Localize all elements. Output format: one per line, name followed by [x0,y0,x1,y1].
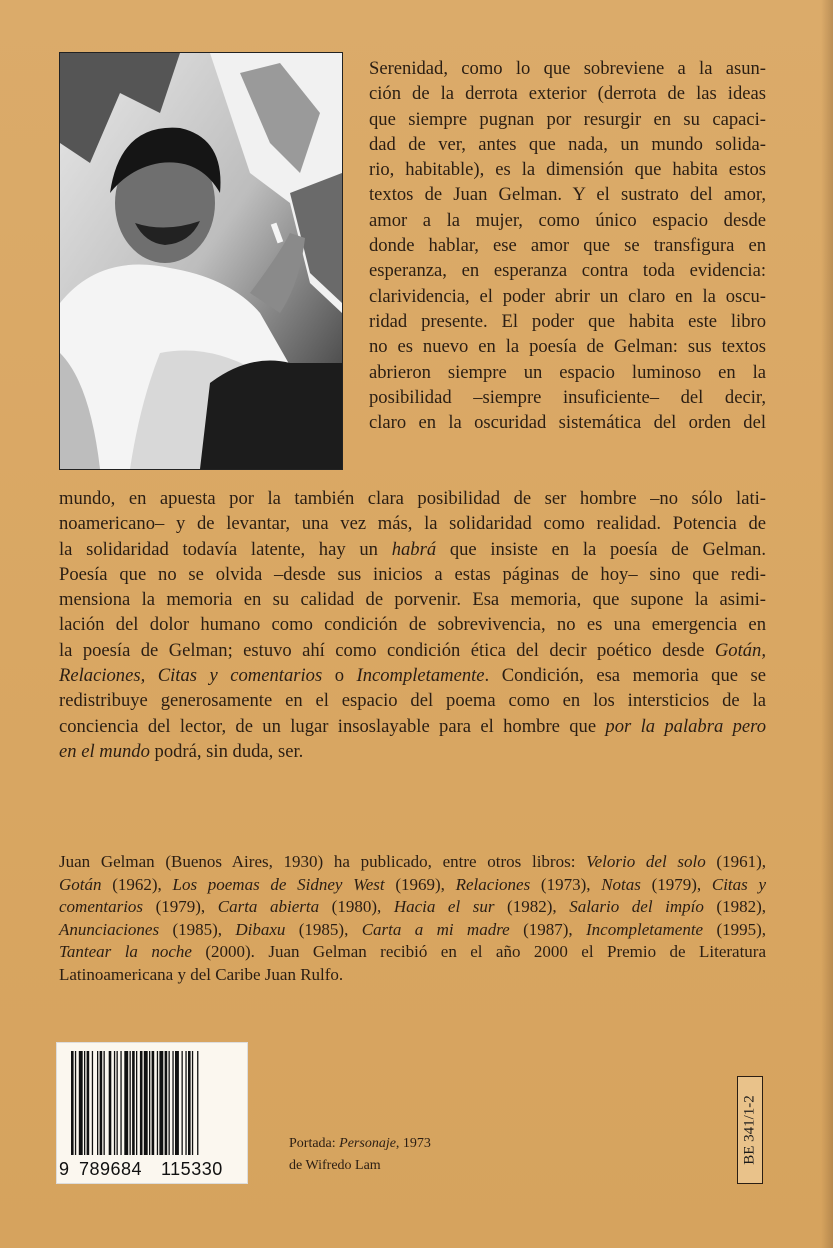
book-title: Hacia el sur [393,897,495,916]
text-run: podrá, sin duda, ser. [149,740,304,762]
text-line: rio, habitable), es la dimensión que habita estos [369,159,766,181]
text-run: la poesía de Gelman; estuvo ahí como condición ética del decir poético desde [59,639,715,661]
text-run: Juan Gelman (Buenos Aires, 1930) ha publicado, entre otros libros: [59,852,587,871]
text-line: que siempre pugnan por resurgir en su capaci- [369,108,766,130]
barcode-bar [132,1051,135,1155]
barcode-bar [140,1051,143,1155]
text-run: o [322,665,357,687]
text-run: (1982), [703,897,767,916]
text-run: (1979), [640,874,712,894]
text-run: (1980), [319,897,394,916]
italic-word: habrá [391,538,437,560]
text-line [59,663,766,688]
text-run: (1961), [705,852,767,871]
artwork-year: , 1973 [395,1136,431,1151]
text-line: dad de ver, antes que nada, un mundo solida- [369,133,766,155]
text-run: (2000). Juan Gelman recibió en el año 2000 el Premio de Literatura [191,942,766,961]
portrait-image [60,53,342,469]
book-title: Incompletamente [356,665,485,687]
book-title: comentarios [59,897,144,916]
description-paragraph-1 [369,56,766,435]
barcode-bar [149,1051,150,1155]
barcode-bar [117,1051,118,1155]
barcode-bar [84,1051,85,1155]
text-run: (1985), [159,919,236,939]
text-run: (1962), [101,874,173,894]
book-title: Incompletamente [586,919,704,939]
bio-line: Latinoamericana y del Caribe Juan Rulfo. [59,964,344,984]
barcode-bar [169,1051,170,1155]
text-line: ción de la derrota exterior (derrota de las ideas [369,83,766,105]
book-title: Relaciones, Citas y comentarios [59,665,323,687]
bio-line [59,851,766,874]
text-line: esperanza, en esperanza contra toda evidencia: [369,260,766,282]
barcode-bar [182,1051,183,1155]
barcode-bar [75,1051,76,1155]
text-line: mundo, en apuesta por la también clara posibilidad de ser hombre –no sólo lati- [59,488,766,509]
text-run: (1979), [143,897,218,916]
bio-line [59,919,766,942]
barcode-bar [109,1051,112,1155]
text-line: no es nuevo en la poesía de Gelman: sus textos [369,336,766,358]
text-line [59,537,766,562]
bio-line [59,874,766,897]
book-title: Los poemas de Sidney West [172,874,385,894]
book-title: Gotán, [714,639,766,661]
barcode-bar [100,1051,103,1155]
barcode-bar [185,1051,186,1155]
barcode-bar [124,1051,128,1155]
text-run: . Condición, esa memoria que se [484,665,766,687]
barcode-bar [197,1051,198,1155]
text-run: que insiste en la poesía de Gelman. [436,538,766,560]
text-run: la solidaridad todavía latente, hay un [59,538,392,560]
barcode-bar [114,1051,115,1155]
book-title: Velorio del solo [586,852,706,871]
author-portrait-photo [59,52,343,470]
barcode-bars [65,1051,239,1159]
barcode-bar [144,1051,148,1155]
barcode-bar [136,1051,137,1155]
bio-line [59,941,766,964]
text-run: (1973), [530,874,602,894]
book-title: Salario del impío [569,897,704,916]
text-run: (1985), [285,919,362,939]
barcode-bar [120,1051,121,1155]
barcode-bar [188,1051,191,1155]
text-run: conciencia del lector, de un lugar insoslayable para el hombre que [59,715,606,737]
barcode-bar [172,1051,173,1155]
cover-edge-shadow [821,0,833,1248]
text-line [59,714,766,739]
text-line: amor a la mujer, como único espacio desde [369,209,766,231]
italic-phrase: en el mundo [59,740,150,762]
text-line: abrieron siempre un espacio luminoso en la [369,361,766,383]
catalog-code: BE 341/1-2 [741,1095,758,1165]
author-bio [59,851,766,986]
barcode-bar [104,1051,105,1155]
barcode-bar [71,1051,74,1155]
barcode-bar [192,1051,193,1155]
book-title: Relaciones [455,874,531,894]
text-line [59,638,766,663]
barcode-bar [157,1051,158,1155]
barcode-group-1: 789684 [79,1159,143,1179]
text-run: (1982), [494,897,570,916]
text-line: redistribuye generosamente en el espacio del poema como en los intersticios de la [59,690,766,712]
text-line: textos de Juan Gelman. Y el sustrato del amor, [369,184,766,206]
book-title: Gotán [59,874,102,894]
catalog-code-box [737,1076,763,1184]
bio-line [59,896,766,919]
barcode-bar [165,1051,168,1155]
cover-credit-line-1 [289,1133,431,1155]
book-title: Carta abierta [217,897,320,916]
text-line: Poesía que no se olvida –desde sus inicios a estas páginas de hoy– sino que redi- [59,563,766,585]
barcode-bar [152,1051,155,1155]
barcode-group-2: 115330 [161,1159,223,1179]
barcode-bar [97,1051,98,1155]
italic-phrase: por la palabra pero [605,715,766,737]
barcode-first-digit: 9 [59,1159,70,1179]
barcode-bar [79,1051,83,1155]
text-line: lación del dolor humano como condición de sobrevivencia, no es una emergencia en [59,614,766,636]
barcode-bar [159,1051,163,1155]
artwork-title: Personaje [339,1136,396,1151]
text-run: (1995), [703,919,767,939]
text-line: Serenidad, como lo que sobreviene a la asun- [369,58,766,79]
text-line: ridad presente. El poder que habita este libro [369,310,766,332]
text-line: claro en la oscuridad sistemática del orden del [369,412,766,434]
description-paragraph-2 [59,486,766,764]
book-title: Citas y [711,874,767,894]
credit-label: Portada: [289,1136,340,1151]
book-title: Anunciaciones [59,919,160,939]
text-line: posibilidad –siempre insuficiente– del decir, [369,386,766,408]
text-line: clarividencia, el poder abrir un claro en la oscu- [369,285,766,307]
barcode-bar [87,1051,90,1155]
cover-credit [289,1133,431,1177]
artwork-artist: de Wifredo Lam [289,1158,381,1173]
barcode-bar [175,1051,179,1155]
text-line: noamericano– y de levantar, una vez más, la solidaridad como realidad. Potencia de [59,513,766,535]
text-line [59,739,766,764]
book-title: Carta a mi madre [361,919,510,939]
book-title: Dibaxu [235,919,286,939]
book-title: Notas [601,874,641,894]
text-line: donde hablar, ese amor que se transfigura en [369,235,766,257]
text-run: (1969), [384,874,456,894]
barcode-bar [92,1051,93,1155]
barcode-bar [130,1051,131,1155]
text-line: mensiona la memoria en su calidad de porvenir. Esa memoria, que supone la asimi- [59,589,766,611]
text-run: (1987), [509,919,587,939]
book-title: Tantear la noche [59,942,192,961]
isbn-barcode [56,1042,248,1184]
